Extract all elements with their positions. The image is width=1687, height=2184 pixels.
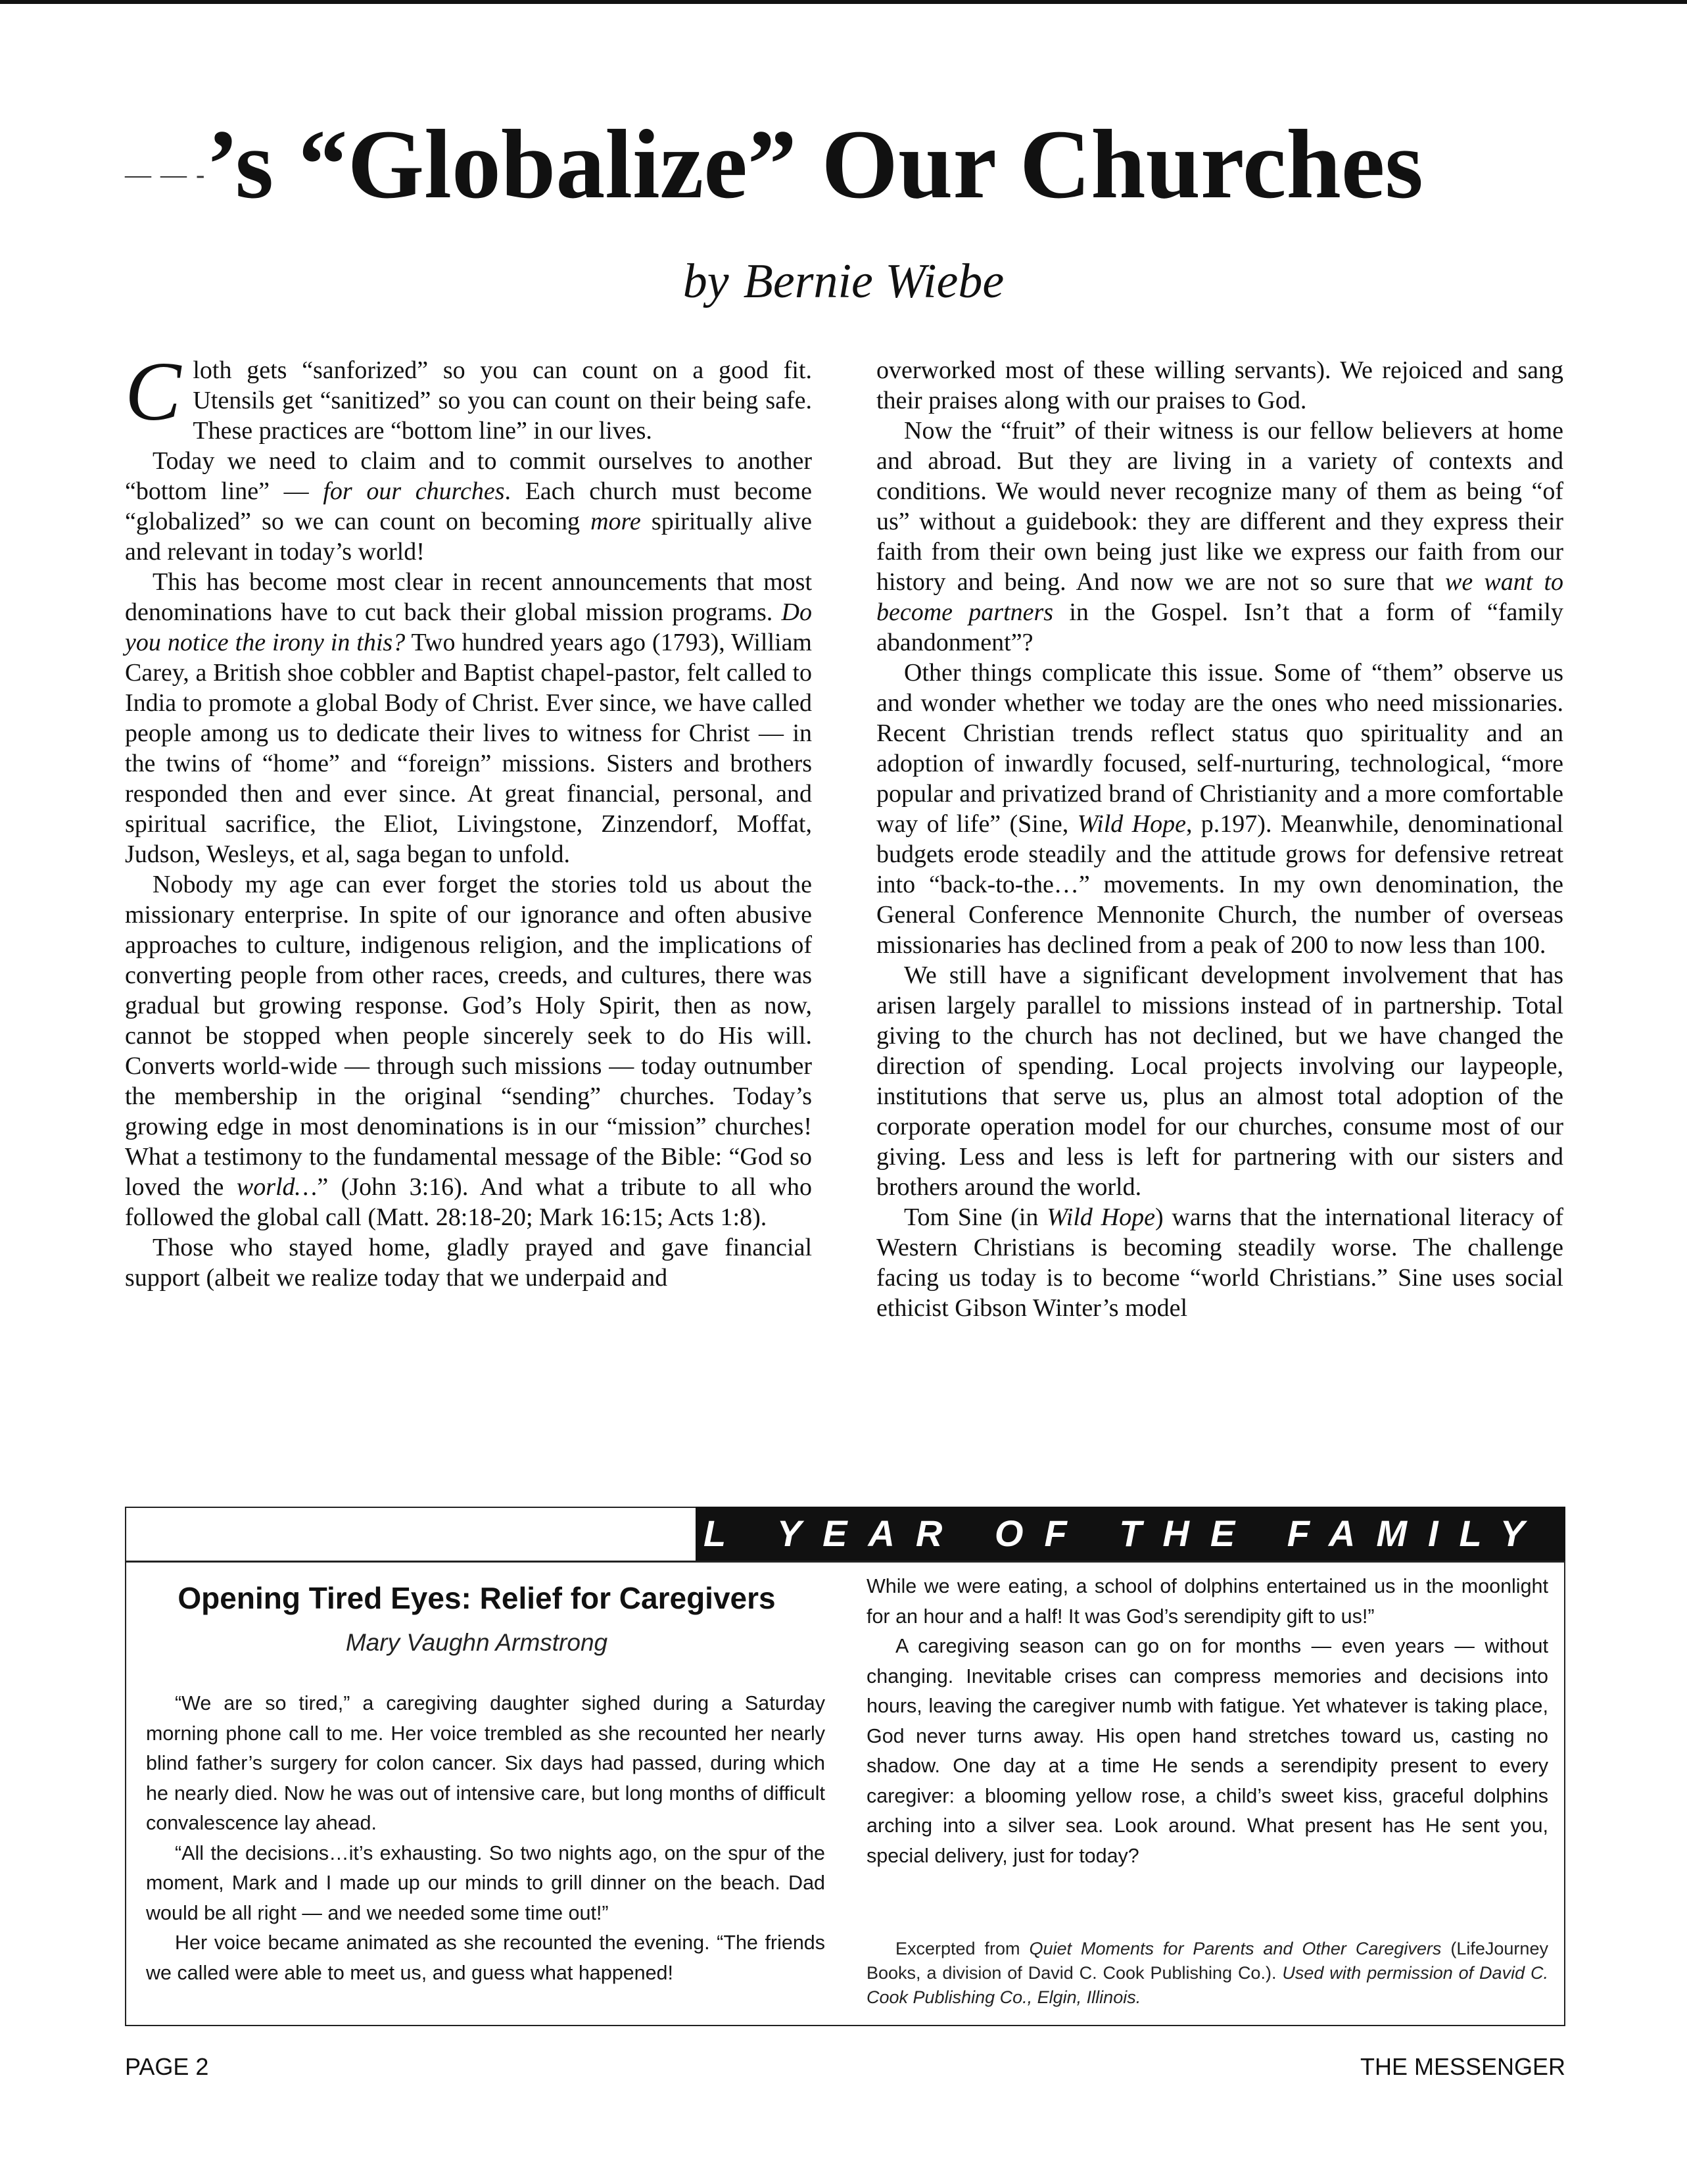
emphasis-text: Do you notice the irony in this? [125, 598, 812, 656]
article-paragraph [125, 1232, 812, 1293]
emphasis-text: Wild Hope [1077, 810, 1186, 838]
headline-title: ’s “Globalize” Our Churches [206, 110, 1423, 219]
sidebar-paragraph: “All the decisions…it’s exhausting. So two nights ago, on the spur of the moment, Mark and I made up our minds to grill dinner on the beach. Dad would be all right — and we needed some time out!” [146, 1841, 825, 1924]
paragraph-text: This has become most clear in recent announcements that most denominations have to cut back their global mission programs. [125, 568, 812, 626]
paragraph-text: Two hundred years ago (1793), William Carey, a British shoe cobbler and Baptist chapel-pastor, felt called to India to promote a global Body of Christ. Ever since, we have called people among us to dedicate their lives to witness for Christ — in the twins of “home” and “foreign” missions. Sisters and brothers responded then and ever since. At great financial, personal, and spiritual sacrifice, the Eliot, Livingstone, Zinzendorf, Moffat, Judson, Wesleys, et al, saga began to unfold. [125, 629, 812, 868]
page-number: PAGE 2 [125, 2053, 209, 2080]
credit-book-title: Quiet Moments for Parents and Other Caregivers [1029, 1939, 1442, 1958]
emphasis-text: we want to become partners [876, 568, 1564, 626]
byline-author: Bernie Wiebe [743, 255, 1005, 308]
sidebar-paragraph: A caregiving season can go on for months — even years — without changing. Inevitable crises can compress memories and decisions into hours, leaving the caregiver numb with fatigue. Yet whatever is taking place, God never turns away. His open hand stretches toward us, casting no shadow. One day at a time He sends a serendipity present to every caregiver: a blooming yellow rose, a child’s sweet kiss, graceful dolphins arching into a silver sea. Look around. What present has He sent you, special delivery, just for today? [867, 1635, 1548, 1867]
article-paragraph [125, 567, 812, 869]
credit-permission: Used with permission of David C. Cook Publishing Co., Elgin, Illinois. [867, 1963, 1548, 2007]
article-column-right [876, 355, 1563, 1323]
article-paragraph [125, 869, 812, 1232]
sidebar-title: Opening Tired Eyes: Relief for Caregivers [178, 1581, 776, 1615]
emphasis-text: for our churches [323, 477, 505, 505]
drop-cap: C [125, 345, 181, 438]
paragraph-text: overworked most of these willing servants). We rejoiced and sang their praises along with our praises to God. [876, 356, 1563, 414]
paragraph-text: Nobody my age can ever forget the stories told us about the missionary enterprise. In spite of our ignorance and often abusive approaches to culture, indigenous religion, and the implications of converting people from other races, creeds, and cultures, there was gradual but growing response. God’s Holy Spirit, then as now, cannot be stopped when people sincerely seek to do His will. Converts world-wide — through such missions — today outnumber the membership in the original “sending” churches. Today’s growing edge in most denominations is in our “mission” churches! What a testimony to the fundamental message of the Bible: “God so loved the [125, 871, 812, 1201]
banner-rule [125, 1561, 1565, 1563]
credit-text: (LifeJourney Books, a division of David C. Cook Publishing Co.). [867, 1939, 1548, 1983]
article-paragraph [125, 446, 812, 567]
paragraph-text: ) warns that the international literacy of Western Christians is becoming steadily worse. The challenge facing us today is to become “world Christians.” Sine uses social ethicist Gibson Winter’s model [876, 1203, 1564, 1322]
paragraph-text: Now the “fruit” of their witness is our fellow believers at home and abroad. But they are living in a variety of contexts and conditions. We would never recognize many of them as being “of us” without a guidebook: they are different and they express their faith from their own being just like we express our faith from our history and being. And now we are not so sure that [876, 417, 1563, 596]
paragraph-text: Those who stayed home, gladly prayed and gave financial support (albeit we realize today that we underpaid and [125, 1234, 812, 1292]
emphasis-text: world… [236, 1173, 318, 1201]
article-column-left [125, 345, 813, 1293]
byline [0, 249, 1687, 314]
headline [125, 99, 1571, 241]
sidebar-column-right [867, 1572, 1548, 1871]
article-paragraph [876, 658, 1563, 960]
emphasis-text: Wild Hope [1047, 1203, 1155, 1231]
paragraph-text: ” (John 3:16). And what a tribute to all who followed the global call (Matt. 28:18-20; Mark 16:15; Acts 1:8). [125, 1173, 812, 1231]
paragraph-text: loth gets “sanforized” so you can count on a good fit. Utensils get “sanitized” so you can count on their being safe. These practices are “bottom line” in our lives. [193, 356, 812, 445]
credit-text: Excerpted from [895, 1939, 1020, 1958]
top-rule [0, 0, 1687, 4]
sidebar-author: Mary Vaughn Armstrong [345, 1629, 608, 1656]
sidebar-paragraph: Her voice became animated as she recounted the evening. “The friends we called were able to meet us, and guess what happened! [146, 1931, 825, 1984]
publication-name: THE MESSENGER [1360, 2053, 1565, 2080]
sidebar-credit [867, 1937, 1548, 2010]
article-paragraph [876, 1202, 1563, 1323]
article-paragraph [876, 960, 1563, 1202]
byline-prefix: by [682, 255, 729, 308]
headline-fragment: — — - [125, 159, 206, 189]
sidebar-column-left [146, 1689, 825, 1988]
paragraph-text: . Each church must become “globalized” so we can count on becoming [125, 477, 813, 535]
emphasis-text: more [590, 508, 641, 535]
paragraph-text: spiritually alive and relevant in today’s world! [125, 508, 813, 566]
paragraph-text: Other things complicate this issue. Some of “them” observe us and wonder whether we today are the ones who need missionaries. Recent Christian trends reflect status quo spirituality and an adoption of inwardly focused, self-nurturing, technological, “more popular and privatized brand of Christianity and a more comfortable way of life” (Sine, [876, 659, 1563, 838]
article-paragraph [876, 355, 1563, 416]
paragraph-text: We still have a significant development involvement that has arisen largely parallel to missions instead of in partnership. Total giving to the church has not declined, but we have changed the direction of spending. Local projects involving our laypeople, institutions that serve us, plus an almost total adoption of the corporate operation model for our churches, consume most of our giving. Less and less is left for partnering with our sisters and brothers around the world. [876, 961, 1563, 1201]
article-paragraph [876, 416, 1563, 658]
article-paragraph [125, 345, 812, 446]
sidebar-paragraph: “We are so tired,” a caregiving daughter sighed during a Saturday morning phone call to me. Her voice trembled as she recounted her nearly blind father’s surgery for colon cancer. Six days had passed, during which he nearly died. Now he was out of intensive care, but long months of difficult convalescence lay ahead. [146, 1692, 825, 1834]
sidebar-paragraph: While we were eating, a school of dolphins entertained us in the moonlight for an hour and a half! It was God’s serendipity gift to us!” [867, 1575, 1548, 1628]
paragraph-text: in the Gospel. Isn’t that a form of “family abandonment”? [876, 598, 1563, 656]
paragraph-text: Tom Sine (in [904, 1203, 1039, 1231]
year-of-family-banner: L YEAR OF THE FAMILY [696, 1507, 1565, 1561]
paragraph-text: Today we need to claim and to commit ourselves to another “bottom line” — [125, 447, 812, 505]
paragraph-text: , p.197). Meanwhile, denominational budgets erode steadily and the attitude grows for defensive retreat into “back-to-the…” movements. In my own denomination, the General Conference Mennonite Church, the number of overseas missionaries has declined from a peak of 200 to now less than 100. [876, 810, 1563, 959]
